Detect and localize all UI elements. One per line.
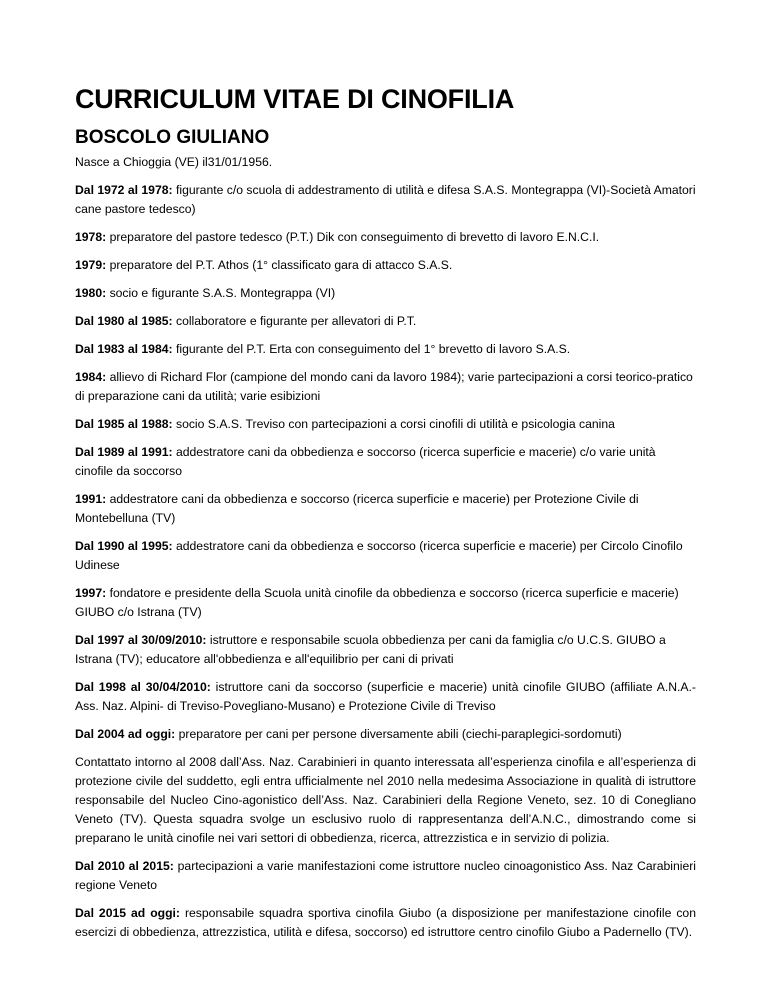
document-title: CURRICULUM VITAE DI CINOFILIA xyxy=(75,84,515,114)
cv-entry-text: allievo di Richard Flor (campione del mondo cani da lavoro 1984); varie partecipazioni a corsi teorico-pratico di preparazione cani da utilità; varie esibizioni xyxy=(75,370,693,403)
cv-entry-period: Dal 1990 al 1995: xyxy=(75,539,173,553)
cv-entry-period: Dal 1997 al 30/09/2010: xyxy=(75,633,207,647)
cv-entry-text: responsabile squadra sportiva cinofila Giubo (a disposizione per manifestazione cinofile con esercizi di obbedienza, attrezzistica, utilità e difesa, soccorso) ed istruttore centro cinofilo Giubo a Padernello (TV). xyxy=(75,906,696,939)
cv-entry-text: addestratore cani da obbedienza e soccorso (ricerca superficie e macerie) per Protezione Civile di Montebelluna (TV) xyxy=(75,492,639,525)
cv-entry-text: addestratore cani da obbedienza e soccorso (ricerca superficie e macerie) c/o varie unità cinofile da soccorso xyxy=(75,445,656,478)
cv-entry-period: 1980: xyxy=(75,286,107,300)
cv-entry-period: 1979: xyxy=(75,258,107,272)
cv-entry xyxy=(75,340,696,359)
cv-entry-period: Dal 1985 al 1988: xyxy=(75,417,173,431)
cv-entry-period: 1997: xyxy=(75,586,107,600)
cv-entry-period: Dal 1983 al 1984: xyxy=(75,342,173,356)
cv-entry-text: fondatore e presidente della Scuola unità cinofile da obbedienza e soccorso (ricerca superficie e macerie) GIUBO c/o Istrana (TV) xyxy=(75,586,679,619)
cv-entry xyxy=(75,312,696,331)
cv-entry-text: preparatore per cani per persone diversamente abili (ciechi-paraplegici-sordomuti) xyxy=(178,727,622,741)
cv-entry xyxy=(75,904,696,942)
cv-entry xyxy=(75,415,696,434)
cv-entry xyxy=(75,368,696,406)
cv-entry xyxy=(75,228,696,247)
cv-entries-recent xyxy=(75,857,696,942)
cv-entry-period: Dal 2004 ad oggi: xyxy=(75,727,176,741)
cv-entry xyxy=(75,857,696,895)
birth-info: Nasce a Chioggia (VE) il31/01/1956. xyxy=(75,155,273,169)
cv-entry-period: 1991: xyxy=(75,492,107,506)
cv-entry-period: Dal 1972 al 1978: xyxy=(75,183,173,197)
anc-paragraph: Contattato intorno al 2008 dall’Ass. Naz. Carabinieri in quanto interessata all’esperienza cinofila e all’esperienza di protezione civile del suddetto, egli entra ufficialmente nel 2010 nella medesima Associazione in qualità di istruttore responsabile del Nucleo Cino-agonistico dell’Ass. Naz. Carabinieri della Regione Veneto, sez. 10 di Conegliano Veneto (TV). Questa squadra svolge un esclusivo ruolo di rappresentanza dell’A.N.C., dimostrando come si preparano le unità cinofile nei vari settori di obbedienza, ricerca, attrezzistica e in servizio di polizia. xyxy=(75,755,696,845)
cv-entry xyxy=(75,678,696,716)
cv-entry-text: figurante del P.T. Erta con conseguimento del 1° brevetto di lavoro S.A.S. xyxy=(175,342,571,356)
cv-entry-period: Dal 2010 al 2015: xyxy=(75,859,174,873)
cv-entry-period: Dal 1980 al 1985: xyxy=(75,314,173,328)
cv-entry-period: Dal 2015 ad oggi: xyxy=(75,906,180,920)
cv-entry xyxy=(75,256,696,275)
cv-entry-text: socio e figurante S.A.S. Montegrappa (VI) xyxy=(109,286,336,300)
cv-entry-text: istruttore cani da soccorso (superficie e macerie) unità cinofile GIUBO (affiliate A.N.A.-Ass. Naz. Alpini- di Treviso-Povegliano-Musano) e Protezione Civile di Treviso xyxy=(75,680,696,713)
cv-entry-text: addestratore cani da obbedienza e soccorso (ricerca superficie e macerie) per Circolo Cinofilo Udinese xyxy=(75,539,683,572)
cv-entry xyxy=(75,490,696,528)
cv-entry-period: 1978: xyxy=(75,230,107,244)
cv-entry xyxy=(75,631,696,669)
cv-entry xyxy=(75,284,696,303)
cv-entry-text: preparatore del pastore tedesco (P.T.) Dik con conseguimento di brevetto di lavoro E.N.C.I. xyxy=(109,230,600,244)
cv-entry-text: figurante c/o scuola di addestramento di utilità e difesa S.A.S. Montegrappa (VI)-Società Amatori cane pastore tedesco) xyxy=(75,183,696,216)
cv-entry xyxy=(75,537,696,575)
cv-entry-text: collaboratore e figurante per allevatori di P.T. xyxy=(175,314,417,328)
cv-entry xyxy=(75,584,696,622)
person-name: BOSCOLO GIULIANO xyxy=(75,127,270,148)
cv-entry-text: preparatore del P.T. Athos (1° classificato gara di attacco S.A.S. xyxy=(109,258,453,272)
cv-entry xyxy=(75,181,696,219)
cv-entry xyxy=(75,443,696,481)
cv-entry-text: partecipazioni a varie manifestazioni come istruttore nucleo cinoagonistico Ass. Naz Carabinieri regione Veneto xyxy=(75,859,696,892)
cv-entry xyxy=(75,725,696,744)
cv-entry-period: 1984: xyxy=(75,370,107,384)
cv-entry-text: socio S.A.S. Treviso con partecipazioni a corsi cinofili di utilità e psicologia canina xyxy=(175,417,615,431)
cv-entry-period: Dal 1998 al 30/04/2010: xyxy=(75,680,211,694)
cv-entry-period: Dal 1989 al 1991: xyxy=(75,445,173,459)
cv-entry-text: istruttore e responsabile scuola obbedienza per cani da famiglia c/o U.C.S. GIUBO a Istrana (TV); educatore all'obbedienza e all'equilibrio per cani di privati xyxy=(75,633,666,666)
cv-entries xyxy=(75,181,696,744)
